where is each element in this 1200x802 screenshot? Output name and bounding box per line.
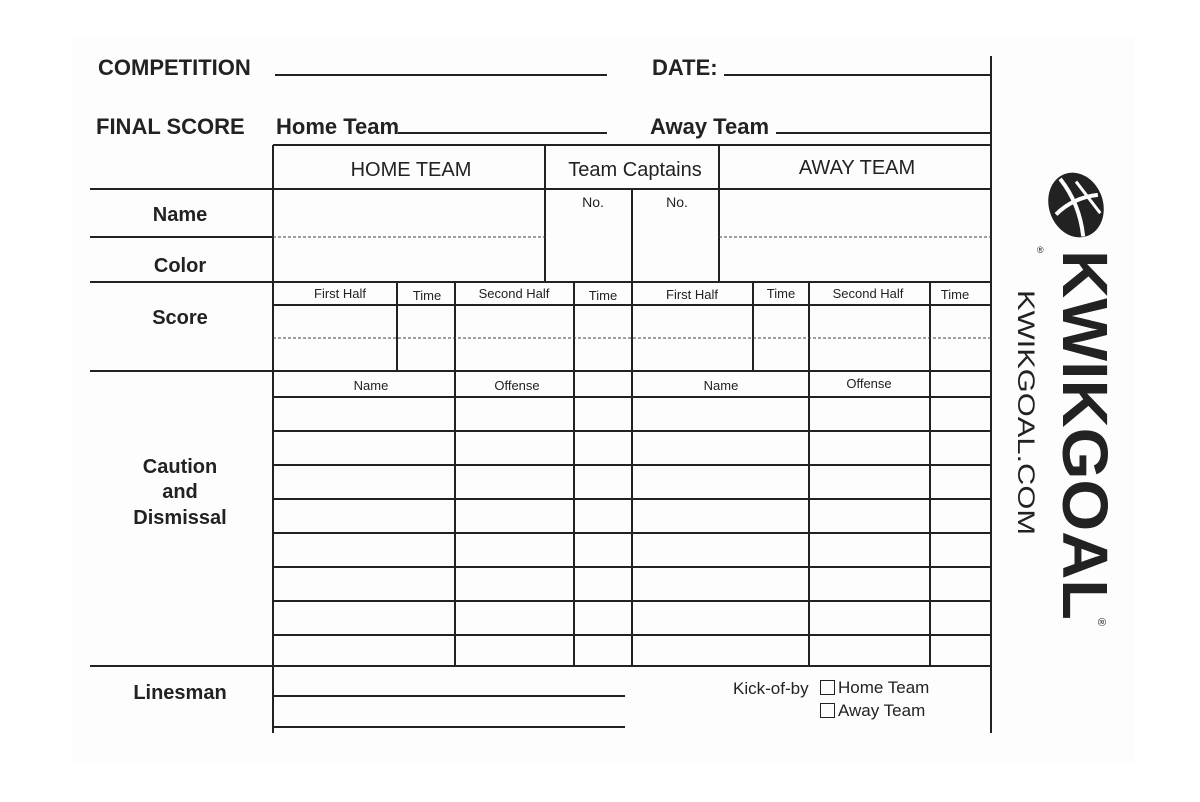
- kickoff-away-option[interactable]: [820, 702, 925, 719]
- kickoff-label: Kick-of-by: [733, 679, 809, 698]
- home-first-half-header: First Half: [314, 286, 366, 301]
- home-second-half-header: Second Half: [478, 286, 550, 301]
- kickoff-home-option[interactable]: [820, 679, 929, 696]
- kickoff-away-option-label: Away Team: [838, 701, 926, 720]
- final-score-label: FINAL SCORE: [96, 114, 245, 139]
- kickoff-home-option-label: Home Team: [838, 678, 930, 697]
- home-captain-no-label: No.: [582, 194, 604, 210]
- away-captain-no-label: No.: [666, 194, 688, 210]
- home-first-time-header: Time: [412, 288, 442, 303]
- home-team-label: Home Team: [276, 114, 400, 139]
- caution-label-line-1: Caution: [142, 456, 218, 478]
- color-row-label: Color: [153, 255, 207, 277]
- competition-label: COMPETITION: [98, 55, 251, 80]
- away-first-half-header: First Half: [666, 287, 718, 302]
- brand-url: KWIKGOAL.COM: [1012, 290, 1039, 481]
- away-team-heading: AWAY TEAM: [798, 157, 916, 179]
- away-caution-offense-header: Offense: [846, 376, 892, 391]
- name-row-label: Name: [152, 204, 208, 226]
- kickoff-away-checkbox[interactable]: [820, 703, 835, 718]
- score-row-label: Score: [152, 307, 208, 329]
- logo-registered-mark: ®: [1037, 245, 1044, 255]
- away-caution-name-header: Name: [703, 378, 739, 393]
- away-first-time-header: Time: [766, 286, 796, 301]
- home-caution-offense-header: Offense: [494, 378, 540, 393]
- brand-name: KWIKGOAL: [1049, 250, 1121, 606]
- team-captains-heading: Team Captains: [568, 159, 702, 181]
- kickoff-home-checkbox[interactable]: [820, 680, 835, 695]
- wordmark-registered-mark: ®: [1095, 618, 1107, 627]
- away-second-half-header: Second Half: [832, 286, 904, 301]
- home-team-heading: HOME TEAM: [350, 159, 472, 181]
- linesman-label: Linesman: [133, 682, 227, 704]
- away-team-label: Away Team: [650, 114, 770, 139]
- caution-label-line-2: and: [162, 481, 198, 503]
- kwikgoal-wordmark: [1012, 170, 1121, 640]
- caution-label-line-3: Dismissal: [133, 507, 227, 529]
- home-caution-name-header: Name: [353, 378, 389, 393]
- date-label: DATE:: [652, 55, 718, 80]
- away-second-time-header: Time: [940, 287, 970, 302]
- home-second-time-header: Time: [588, 288, 618, 303]
